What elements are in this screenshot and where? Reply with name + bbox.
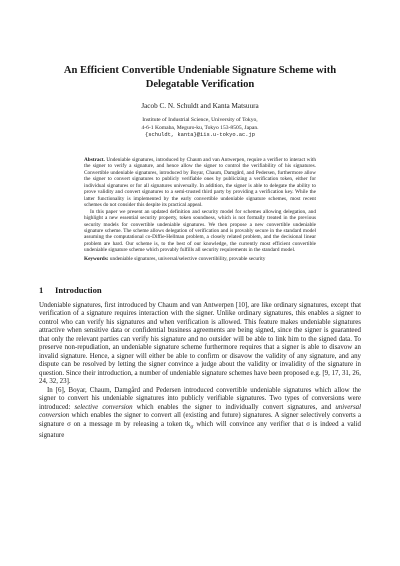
body-p2-part-a: In [6], Boyar, Chaum, Damgård and Pedersen introduced convertible undeniable signatures which allow the signer to convert his undeniable signatures into publicly verifiable signatures. Two types of conversions were introduced: <box>39 386 361 411</box>
affiliation-institution: Institute of Industrial Science, University of Tokyo, <box>142 117 258 123</box>
body-paragraph-1: Undeniable signatures, first introduced by Chaum and van Antwerpen [10], are like ordinary signatures, except that verification of a signature requires interaction with the signer. Unlike ordinary signatures, this enables a signer to control who can verify his signatures and when verification is allowed. This feature makes undeniable signatures attractive when sensitive data or confidential business agreements are being signed, since the signer is guaranteed that only the relevant parties can verify his signature and no outsider will be able to link him to the signed data. To preserve non-repudiation, an undeniable signature scheme furthermore requires that a signer is able to disavow an invalid signature. Hence, a signer will either be able to confirm or disavow the validity of any signature, and any dispute can be resolved by letting the signer convince a judge about the validity or invalidity of the signature in question. Since their introduction, a number of undeniable signature schemes have been proposed e.g. [9, 17, 31, 26, 24, 32, 23]. <box>39 302 361 386</box>
abstract-label: Abstract. <box>84 157 105 163</box>
term-universal-conversion: universal conversion <box>39 403 361 420</box>
keywords-text: undeniable signatures, universal/selective convertibility, provable security <box>109 255 266 262</box>
body-p2-part-d: which will convince any verifier that σ is indeed a valid signature <box>39 420 361 439</box>
section-number: 1 <box>39 285 44 295</box>
token-subscript: σ <box>190 424 194 431</box>
body-paragraph-2 <box>39 387 361 440</box>
abstract-paragraph-1 <box>84 157 316 209</box>
paper-authors: Jacob C. N. Schuldt and Kanta Matsuura <box>141 102 259 110</box>
body-p2-part-c: which enables the signer to convert all (existing and future) signatures. A signer selectively converts a signature σ on a message m by releasing a token tk <box>39 412 361 428</box>
keywords-label: Keywords: <box>84 255 109 262</box>
keywords-line <box>84 256 316 262</box>
term-selective-conversion: selective conversion <box>74 403 133 411</box>
affiliation-block <box>40 117 360 140</box>
body-p2-part-b: which enables the signer to individually convert signatures, and <box>132 403 336 411</box>
section-title: Introduction <box>55 285 102 295</box>
paper-title: An Efficient Convertible Undeniable Signature Scheme with Delegatable Verification <box>63 65 337 90</box>
affiliation-email: {schuldt, kanta}@iis.u-tokyo.ac.jp <box>145 132 255 139</box>
affiliation-address: 4-6-1 Komaba, Meguro-ku, Tokyo 153-8505, Japan. <box>141 124 259 131</box>
abstract-text-1: Undeniable signatures, introduced by Chaum and van Antwerpen, require a verifier to interact with the signer to verify a signature, and hence allow the signer to control the verifiability of his signatures. Convertible undeniable signatures, introduced by Boyar, Chaum, Damgård, and Pedersen, furthermore allow the signer to convert signatures to publicly verifiable ones by publicizing a verification token, either for individual signatures or for all signatures universally. In addition, the signer is able to delegate the ability to prove validity and convert signatures to a semi-trusted third party by providing a verification key. While the latter functionality is implemented by the early convertible undeniable signature schemes, most recent schemes do not consider this despite its practical appeal. <box>84 157 317 209</box>
abstract-paragraph-2: In this paper we present an updated definition and security model for schemes allowing delegation, and highlight a new essential security property, token soundness, which is not formally treated in the previous security models for convertible undeniable signatures. We then propose a new convertible undeniable signature scheme. The scheme allows delegation of verification and is provably secure in the standard model assuming the computational co-Diffie-Hellman problem, a closely related problem, and the decisional linear problem are hard. Our scheme is, to the best of our knowledge, the currently most efficient convertible undeniable signature scheme which provably fulfills all security requirements in the standard model. <box>84 208 316 254</box>
body-text <box>39 302 361 440</box>
abstract <box>84 157 316 262</box>
section-heading <box>39 285 102 295</box>
